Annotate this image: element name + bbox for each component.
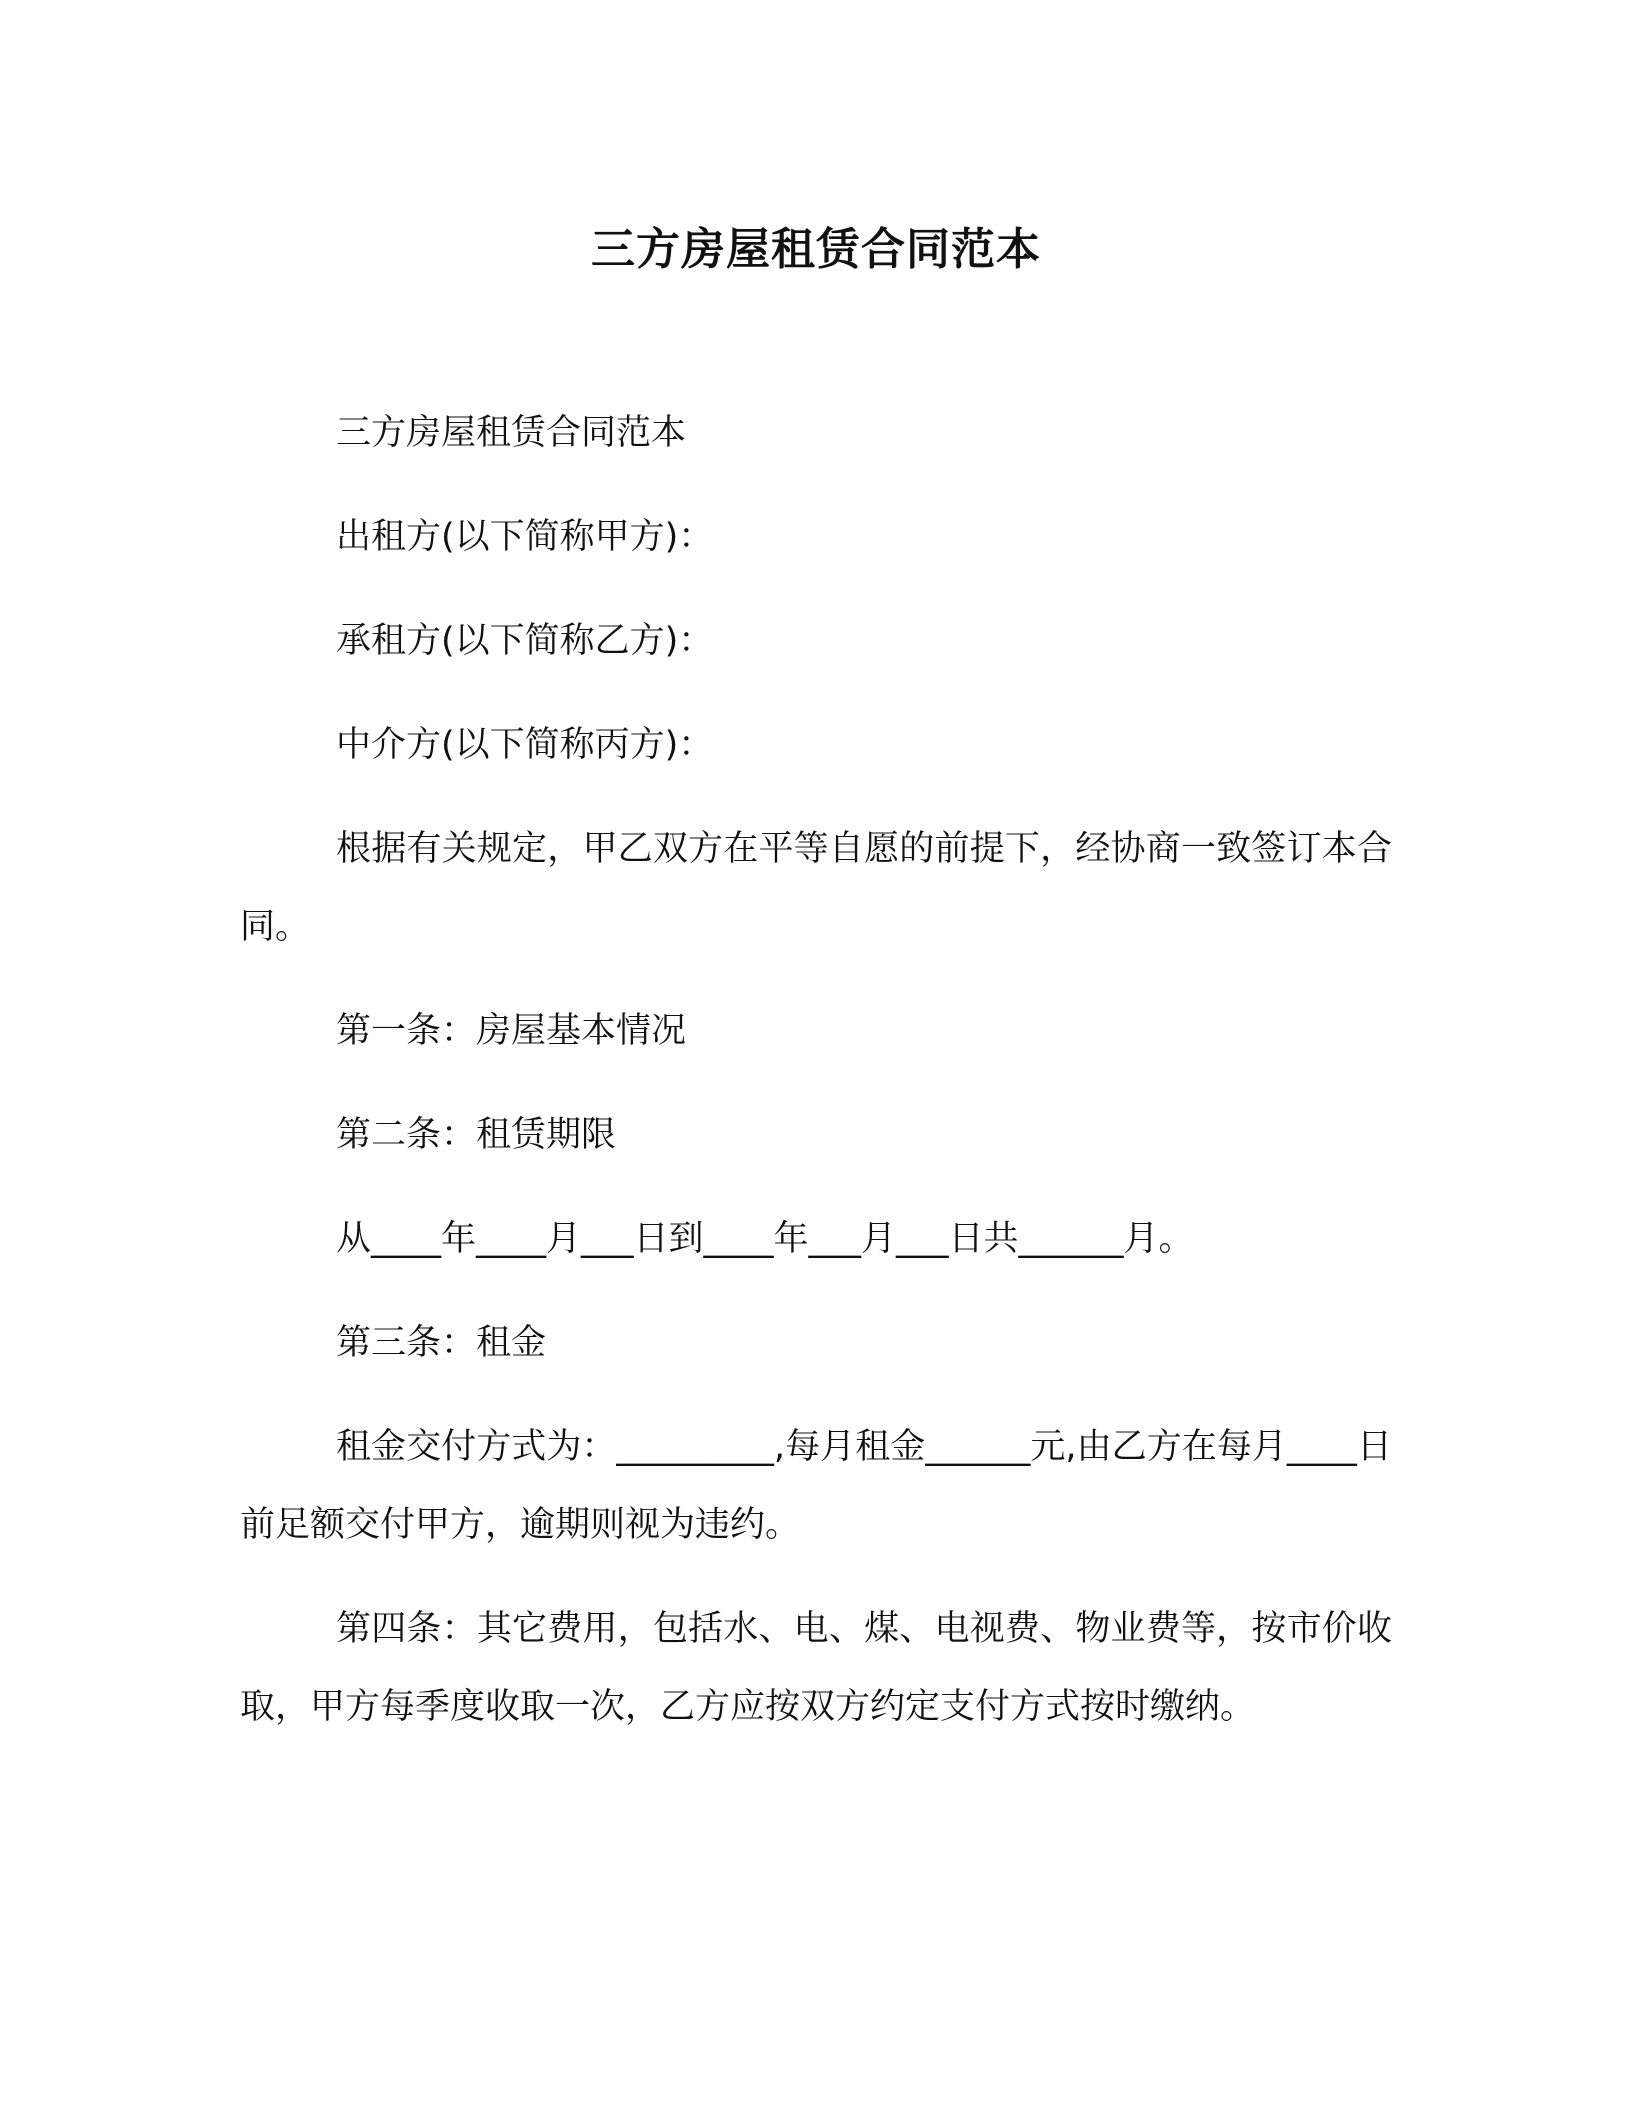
paragraph-article-1: 第一条：房屋基本情况: [336, 1011, 687, 1051]
paragraph-lessee: 承租方(以下简称乙方)：: [336, 621, 714, 661]
paragraph-lease-term: 从____年____月___日到____年___月___日共______月。: [336, 1219, 1194, 1259]
paragraph-article-3: 第三条：租金: [336, 1323, 547, 1363]
paragraph-article-4: 第四条：其它费用，包括水、电、煤、电视费、物业费等，按市价收取，甲方每季度收取一次，乙方应按双方约定支付方式按时缴纳。: [240, 1609, 1392, 1727]
document-title: 三方房屋租赁合同范本: [591, 224, 1041, 275]
paragraph-article-2: 第二条：租赁期限: [336, 1115, 617, 1155]
paragraph-subtitle: 三方房屋租赁合同范本: [336, 413, 687, 453]
paragraph-preamble: 根据有关规定，甲乙双方在平等自愿的前提下，经协商一致签订本合同。: [240, 829, 1392, 947]
paragraph-lessor: 出租方(以下简称甲方)：: [336, 517, 714, 557]
document-body: [240, 394, 1392, 1772]
paragraph-rent-payment: 租金交付方式为：_________,每月租金______元,由乙方在每月____日前足额交付甲方，逾期则视为违约。: [240, 1427, 1392, 1545]
paragraph-agent: 中介方(以下简称丙方)：: [336, 725, 714, 765]
